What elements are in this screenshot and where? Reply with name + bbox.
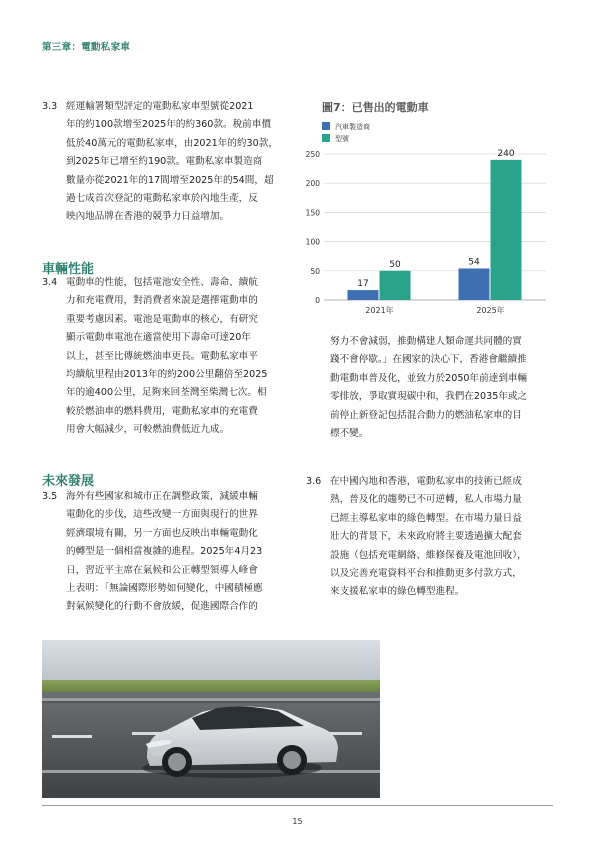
section-title-performance: 車輛性能 <box>42 262 95 277</box>
page-number: 15 <box>292 817 303 826</box>
y-tick-label: 150 <box>305 208 320 218</box>
paragraph-line: 電動化的步伐，這些改變一方面與現行的世界 <box>66 509 258 521</box>
paragraph-line: 設施（包括充電網絡、維修保養及電池回收）， <box>330 549 527 561</box>
paragraph-line: 到2025年已增至約190款。電動私家車製造商 <box>66 156 263 168</box>
paragraph-line: 映內地品牌在香港的競爭力日益增加。 <box>66 211 230 223</box>
paragraph-line: 經濟環境有關，另一方面也反映出車輛電動化 <box>66 527 258 539</box>
paragraph-number: 3.3 <box>42 101 58 112</box>
bar <box>491 160 522 300</box>
y-tick-label: 200 <box>305 179 320 189</box>
y-tick-label: 250 <box>305 150 320 159</box>
bar <box>459 268 490 300</box>
paragraph-line: 動電動車普及化，並致力於2050年前達到車輛 <box>330 372 528 384</box>
chapter-header: 第三章：電動私家車 <box>42 42 131 53</box>
paragraph-3-3 <box>42 98 304 228</box>
paragraph-3-5 <box>42 488 304 618</box>
paragraph-3-6 <box>306 473 555 603</box>
paragraph-line: 日，習近平主席在氣候和公正轉型領導人峰會 <box>66 564 258 576</box>
paragraph-line: 用會大幅減少，可較燃油費低近九成。 <box>66 424 230 436</box>
paragraph-line: 力和充電費用，對消費者來說是選擇電動車的 <box>66 295 258 307</box>
section-title-future: 未來發展 <box>42 474 95 489</box>
paragraph-line: 年的逾400公里，足夠來回荃灣至柴灣七次。相 <box>66 387 267 399</box>
paragraph-line: 以上，甚至比傳統燃油車更長。電動私家車平 <box>66 350 258 362</box>
chart-svg <box>300 114 560 324</box>
paragraph-line: 的轉型是一個相當複雜的進程。2025年4月23 <box>66 546 263 558</box>
paragraph-line: 顯示電動車電池在適當使用下壽命可達20年 <box>66 332 251 344</box>
footer-divider <box>42 805 553 806</box>
paragraph-line: 在中國內地和香港，電動私家車的技術已經成 <box>330 476 522 487</box>
paragraph-line: 均續航里程由2013年的約200公里翻倍至2025 <box>66 368 268 380</box>
paragraph-line: 低於40萬元的電動私家車，由2021年的約30款， <box>66 137 278 149</box>
paragraph-number: 3.5 <box>42 491 58 502</box>
bar <box>380 271 411 300</box>
paragraph-number: 3.4 <box>42 277 58 288</box>
paragraph-line: 較於燃油車的燃料費用，電動私家車的充電費 <box>66 405 258 417</box>
y-tick-label: 100 <box>305 237 320 247</box>
bar <box>348 290 379 300</box>
paragraph-line: 熟，普及化的趨勢已不可逆轉，私人市場力量 <box>330 494 522 506</box>
paragraph-line: 前停止新登記包括混合動力的燃油私家車的目 <box>330 409 522 421</box>
paragraph-line: 上表明：「無論國際形勢如何變化，中國積極應 <box>66 582 263 594</box>
legend-label: 汽車製造商 <box>335 123 370 131</box>
paragraph-number: 3.6 <box>306 476 322 487</box>
paragraph-line: 過七成首次登記的電動私家車於內地生產，反 <box>66 192 258 204</box>
y-tick-label: 0 <box>315 296 320 305</box>
legend-swatch <box>322 134 330 142</box>
paragraph-line: 電動車的性能，包括電池安全性、壽命、續航 <box>66 277 258 288</box>
paragraph-line: 海外有些國家和城市正在調整政策，減緩車輛 <box>66 491 258 502</box>
legend-swatch <box>322 122 330 130</box>
y-tick-label: 50 <box>310 266 320 276</box>
paragraph-line: 經運輸署類型評定的電動私家車型號從2021 <box>66 101 254 112</box>
paragraph-line: 對氣候變化的行動不會放緩，促進國際合作的 <box>66 601 258 613</box>
x-tick-label: 2025年 <box>476 306 505 315</box>
paragraph-line: 年的約100款增至2025年的約360款。稅前車價 <box>66 119 271 131</box>
paragraph-line: 踐不會停歇。」在國家的決心下，香港會繼續推 <box>330 354 527 366</box>
paragraph-line: 努力不會減弱，推動構建人類命運共同體的實 <box>330 336 522 347</box>
bar-value-label: 50 <box>389 259 401 270</box>
paragraph-3-5-continued <box>330 333 555 448</box>
paragraph-line: 零排放，爭取實現碳中和，我們在2035年或之 <box>330 391 528 403</box>
electric-car-photo <box>42 640 380 798</box>
paragraph-line: 壯大的背景下，未來政府將主要透過擴大配套 <box>330 531 522 543</box>
paragraph-line: 數量亦從2021年的17間增至2025年的54間，超 <box>66 174 274 186</box>
paragraph-line: 以及完善充電資料平台和推動更多付款方式， <box>330 567 522 579</box>
bar-value-label: 240 <box>497 148 515 159</box>
bar-value-label: 54 <box>468 257 480 268</box>
paragraph-line: 重要考慮因素。電池是電動車的核心，有研究 <box>66 313 258 325</box>
paragraph-3-4 <box>42 274 304 444</box>
x-tick-label: 2021年 <box>365 306 394 315</box>
bar-value-label: 17 <box>357 279 369 290</box>
paragraph-line: 已經主導私家車的綠色轉型。在市場力量日益 <box>330 512 522 524</box>
legend-label: 型號 <box>335 135 349 143</box>
figure-title: 圖7：已售出的電動車 <box>322 101 429 114</box>
bar-chart <box>300 114 560 324</box>
paragraph-line: 標不變。 <box>330 427 369 439</box>
paragraph-line: 來支援私家車的綠色轉型進程。 <box>330 586 465 598</box>
